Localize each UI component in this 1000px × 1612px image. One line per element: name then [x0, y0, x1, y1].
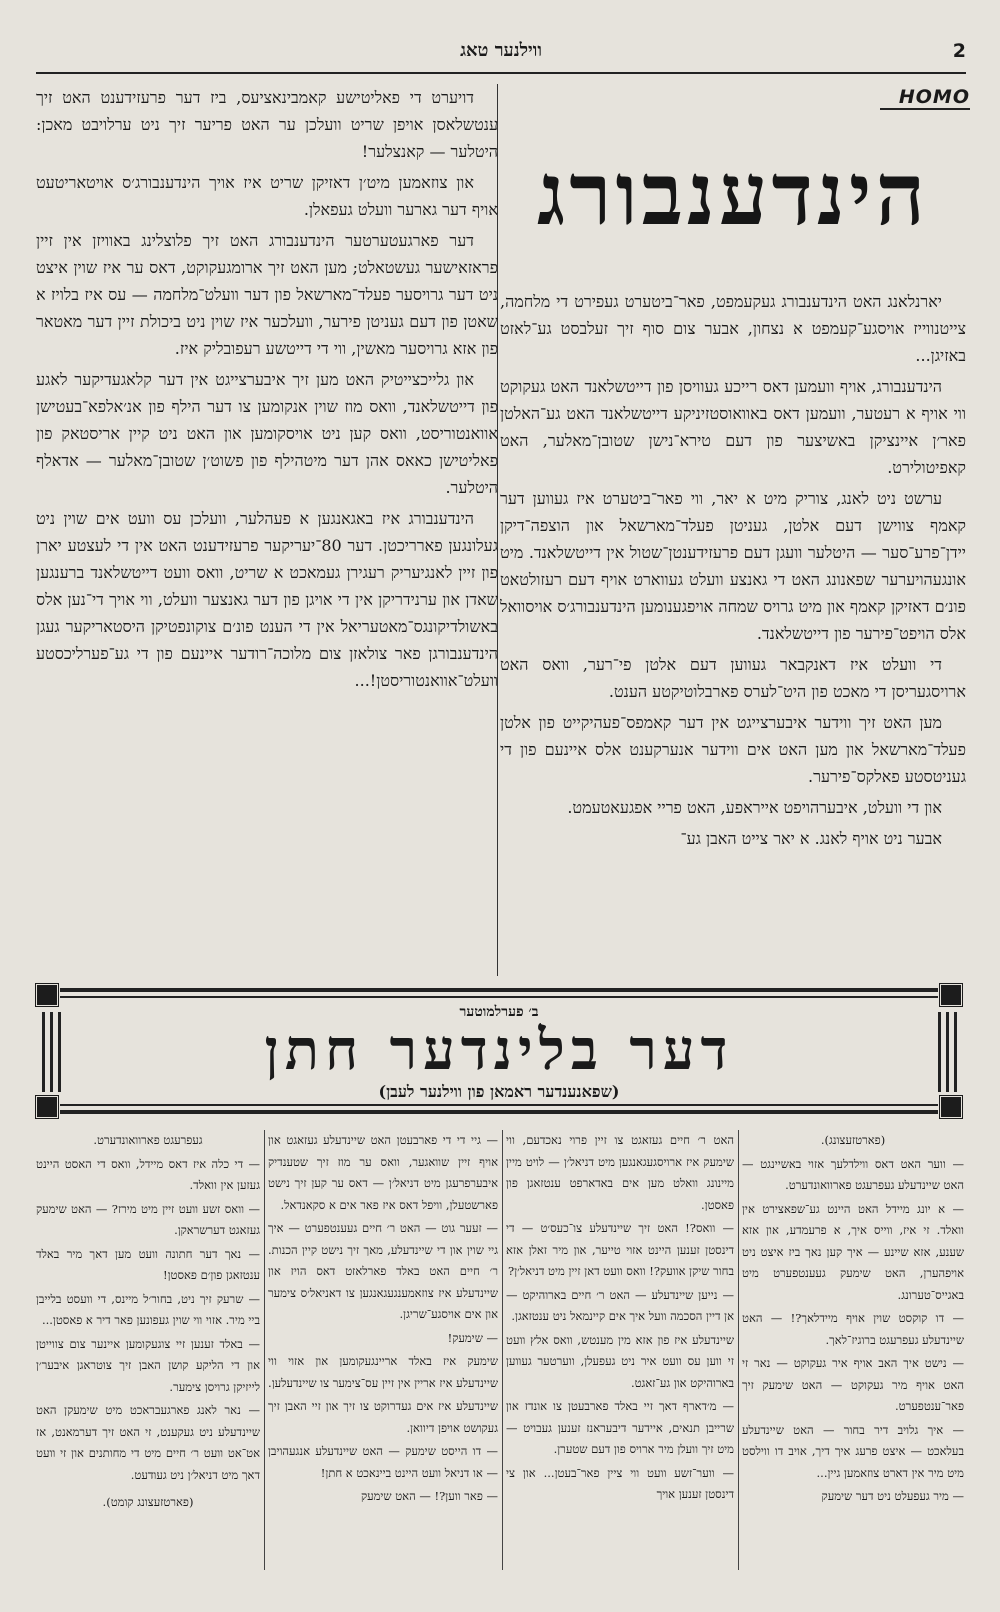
column-divider: [502, 1130, 503, 1570]
serial-column-1: [742, 1130, 964, 1580]
paragraph: — ווער האט דאס ווילדלעך אזוי באשיינגט — האט שיינדעלע געפרעגט פארוואונדערט.: [742, 1156, 964, 1192]
banner-pillar: [50, 1012, 53, 1092]
ornament-corner-icon: [34, 1094, 60, 1120]
serial-column-4: [36, 1130, 260, 1580]
paragraph: — שימעק!: [447, 1330, 498, 1345]
paragraph: דויערט די פאליטישע קאמבינאציעס, ביז דער פרעזידענט האט זיך ענטשלאסן אויפן שריט וועלכן ער האט פריער זיך ניט ערלויבט מאכן: היטלער — קאנצלער!: [36, 88, 498, 161]
paragraph: יארנלאנג האט הינדענבורג געקעמפט, פאר־ביטערט געפירט די מלחמה, צייטנווייז אויסגע־קעמפט א נצחון, אבער צום סוף זיך זעלבסט גע־לאזט באזיגן...: [500, 292, 966, 365]
paragraph: — מ׳דארף דאך זיי באלד פארבעטן צו אונדז און שרייבן תנאים, איידער דיבעראנז זענען געבויט — מיט זיך וועלן מיר ארויס פון דעם שטערן.: [506, 1399, 734, 1456]
ornament-corner-icon: [34, 982, 60, 1008]
paragraph: (פארטזעצונג).: [820, 1133, 886, 1147]
banner-pillar: [946, 1012, 949, 1092]
paragraph: — דו הייסט שימעק — האט שיינדעלע אנגעהויבן — או דניאל וועט היינט ביינאכט א חתן!: [268, 1444, 498, 1480]
rubric-label: HOMO: [880, 86, 970, 110]
article-right-column: [500, 288, 966, 978]
ornament-corner-icon: [938, 1094, 964, 1120]
column-divider: [264, 1130, 265, 1570]
paragraph: און די וועלט, איבערהויפט אייראפע, האט פריי אפגעאטעמט.: [567, 798, 942, 817]
paragraph: און גלייכצייטיק האט מען זיך איבערצייגט אין דער קלאגעדיקער לאגע פון דייטשלאנד, וואס מוז שוין אנקומען צו דער הילף פון אנ׳אלפא־בעטישן אוואנטוריסט, וואס קען ניט אויסקומען און האט ניט קיין אריסטאק פון פאליטישן כאאס אהן דער מיטהילף פון פשוט׳ן שטובן־מאלער — אדאלף היטלער.: [36, 370, 498, 497]
article-headline: הינדענבורג: [536, 144, 930, 245]
banner-pillar: [938, 1012, 941, 1092]
paragraph: — נישט איך האב אויף איר געקוקט — נאר זי האט אויף מיר געקוקט — האט שימעק זיך פאר־ענטפערט.: [742, 1356, 964, 1413]
page-number: 2: [952, 40, 966, 62]
paragraph: — ווער־זשע וועט ווי ציין פאר־בעטן... און צי דינסטן זענען אויך: [506, 1465, 734, 1501]
serial-column-3: [268, 1130, 498, 1580]
paragraph: שיינדעלע איז פון אזא מין מענטש, וואס אלץ וועט זי ווען עס וועט איר ניט געפעלן, ווערטער געווען בארוהיקט און גע־זאגט.: [506, 1332, 734, 1390]
paragraph: — נאר לאנג פארגעבראכט מיט שימעקן האט שיינדעלע ניט געקענט, זי האט זיך דערמאנט, אז אט־אט וועט ר׳ חיים מיט די מחותנים און זי וועט דאך מיט דניאל׳ן ניט געודעט.: [36, 1403, 260, 1482]
page-header: [36, 34, 966, 74]
ornament-corner-icon: [938, 982, 964, 1008]
paragraph: דער פארגעטערטער הינדענבורג האט זיך פלוצלינג באוויזן אין זיין פראזאישער געשטאלט; מען האט זיך ארומגעקוקט, דאס ער איז שוין איצט ניט דער גרויסער פעלד־מארשאל פון דער וועלט־מלחמה — עס איז בלויז א שאטן פון דעם געניטן פירער, וועלכער איז שוין ניט ביכולת זיין דער מאטאר פון אזא גרויסער מאשין, ווי די דייטשע רעפובליק איז.: [36, 231, 498, 358]
paragraph: און צוזאמען מיט׳ן דאזיקן שריט איז אויך הינדענבורג׳ס אויטאריטעט אויף דער גארער וועלט געפאלן.: [36, 173, 498, 219]
paragraph: ערשט ניט לאנג, צוריק מיט א יאר, ווי פאר־ביטערט איז געווען דער קאמף צווישן דעם אלטן, געניטן פעלד־מארשאל און הוצפה־דיקן יידן־פרע־סער — היטלער וועגן דעם פרעזידענטן־שטול אין דייטשלאנד. מיט אונגעהויערער שפאנונג האט די גאנצע וועלט געווארט אויף דעם רעזולטאט פונ׳ם דאזיקן קאמף און מיט גרויס שמחה אויפגענומען הינדענבורג׳ס אויסוואל אלס הויפט־פירער פון דייטשלאנד.: [500, 489, 966, 643]
paragraph: הינדענבורג איז באגאנגען א פעהלער, וועלכן עס וועט אים שוין ניט געלונגען פארריכטן. דער 80־יעריקער פרעזידענט האט אין די לעצטע יארן פון זיין לאנגיעריק רעגירן געמאכט א שריט, וואס וועט דייטשלאנד ברענגען שאדן און ערנידריקן אין די אויגן פון דער גאנצער וועלט, ווי אויך די־נען אלס באשולדיקונגס־מאטעריאל אין די הענט פונ׳ם צוקונפטיקן היסטאריקער געגן הינדענבורגן פאר צולאזן צום מלוכה־רודער איינעם פון די גע־פערליכסטע וועלט־אוואנטוריסטן!...: [36, 509, 498, 690]
paragraph: — דו קוקסט שוין אויף מיידלאך?! — האט שיינדעלע געפרעגט ברוגיז־לאך.: [742, 1311, 964, 1347]
paragraph: מען האט זיך ווידער איבערצייגט אין דער קאמפס־פעהיקייט פון אלטן פעלד־מארשאל און מען האט אים ווידער אנערקענט אלס איינעם פון די געניטסטע פאלקס־פירער.: [500, 713, 966, 786]
banner-rule: [34, 1104, 964, 1106]
serial-banner: [34, 982, 964, 1122]
paragraph: — א יונג מיידל האט היינט גע־שפאצירט אין וואלד. זי איז, ווייס איך, א פרעמדע, און אזא שענע, אזא שיינע — איך קען נאך ביז איצט ניט אויפהערן, האט שימעק געענטפערט מיט באגייס־טערונג.: [742, 1201, 964, 1302]
paragraph: — איך גלויב דיר בחור — האט שיינדעלע בעלאכט — איצט פרעג איך דיך, אויב דו ווילסט מיט מיר אין דארט צוזאמען גיין...: [742, 1422, 964, 1480]
paragraph: — נאך דער חתונה וועט מען דאך מיר באלד ענטזאגן פון׳ם פאסטן!: [36, 1246, 260, 1282]
banner-rule: [34, 996, 964, 998]
serial-subtitle: (שפאנענדער ראמאן פון ווילנער לעבן): [378, 1082, 620, 1101]
paragraph: די וועלט איז דאנקבאר געווען דעם אלטן פי־רער, וואס האט ארויסגעריסן די מאכט פון היט־לערס פארבלוטיקטע הענט.: [500, 655, 966, 701]
article-left-column: [36, 84, 498, 978]
paragraph: שיינדעלע איז אים געדרוקט צו זיך און זיי האבן זיך געקושט אויפן דיוואן.: [268, 1399, 498, 1435]
paragraph: — פאר ווען?! — האט שימעק: [360, 1489, 498, 1503]
paragraph: — די כלה איז דאס מיידל, וואס די האסט היינט געזען אין וואלד.: [36, 1156, 260, 1192]
banner-rule: [34, 988, 964, 992]
paragraph: — וואס זשע וועט זיין מיט מירז? — האט שימעק געזאגט דערשראקן.: [36, 1201, 260, 1237]
newspaper-title: ווילנער טאג: [460, 40, 542, 61]
paragraph: — גיי די די פארבעטן האט שיינדעלע געזאגט און אויף זיין שוואגער, וואס ער מוז זיך שטענדיק איבערפרעגן מיט דניאל׳ן — דאס ער קען זיך נישט פארשטעלן, וויפל דאס איז פאר אים א סקאנדאל.: [268, 1133, 498, 1212]
paragraph: אבער ניט אויף לאנג. א יאר צייט האבן גע־: [680, 829, 942, 848]
paragraph: — וואס?! האט זיך שיינדעלע צו־כעס׳ט — די דינסטן זענען היינט אזוי טייער, און מיר זאלן אזא בחור שיקן אוועק?! וואס וועט דאן זיין מיט דניאל׳ן?: [506, 1221, 734, 1278]
paragraph: — נייען שיינדעלע — האט ר׳ חיים בארוהיקט — אן דיין הסכמה וועל איך אים קיינמאל ניט ענטזאגן.: [506, 1287, 734, 1323]
paragraph: געפרעגט פארוואונדערט.: [93, 1133, 203, 1147]
paragraph: הינדענבורג, אויף וועמען דאס רייכע געוויסן פון דייטשלאנד האט געקוקט ווי אויף א רעטער, וועמען דאס באוואוסטזיניקע דייטשלאנד האט גע־האלטן פאר׳ן איינציקן באשיצער פון דעם טירא־נישן שטובן־מאלער, האט קאפיטולירט.: [500, 377, 966, 477]
banner-pillar: [954, 1012, 957, 1092]
banner-pillar: [42, 1012, 45, 1092]
serial-author: ב׳ פערלמוטער: [459, 1004, 539, 1020]
paragraph: — באלד זענען זיי צוגעקומען איינער צום צווייטן און די הליקע קושן האבן זיך צוטראגן איבער׳ן לייזיקן גרויסן צימער.: [36, 1336, 260, 1394]
paragraph: — זעער גוט — האט ר׳ חיים געענטפערט — איך גיי שוין און די שיינדעלע, מאך זיך נישט קיין הכנות. ר׳ חיים האט באלד פארלאזט דאס הויז און שיינדעלע איז צוזאמענגעגאנגען צו דאניאל׳ס צימער און אים אויסגע־שריגן.: [268, 1221, 498, 1321]
paragraph: — שרעק זיך ניט, בחור׳ל מיינס, די וועסט בלייבן ביי מיר. אזוי ווי שוין געפונען פאר דיר א פאסטן...: [36, 1291, 260, 1327]
paragraph: שימעק איז באלד אריינגעקומען און אזוי ווי שיינדעלע איז אריין אין זיין עס־צימער צו שיינדעלען.: [268, 1354, 498, 1390]
paragraph: האט ר׳ חיים געזאגט צו זיין פרוי נאכדעם, ווי שימעק איז ארויסגעגאנגען מיט דניאל׳ן — לויט מיין מיינונג וואלט מען אים באדארפט ענטזאגן פון פאסטן.: [506, 1133, 734, 1212]
column-divider: [738, 1130, 739, 1570]
continued-note: (פארטזעצונג קומט).: [102, 1495, 194, 1509]
banner-rule: [34, 1110, 964, 1114]
banner-pillar: [58, 1012, 61, 1092]
serial-column-2: [506, 1130, 734, 1580]
paragraph: — מיר געפעלט ניט דער שימעק: [821, 1489, 964, 1503]
serial-title: דער בלינדער חתן: [264, 1017, 734, 1083]
